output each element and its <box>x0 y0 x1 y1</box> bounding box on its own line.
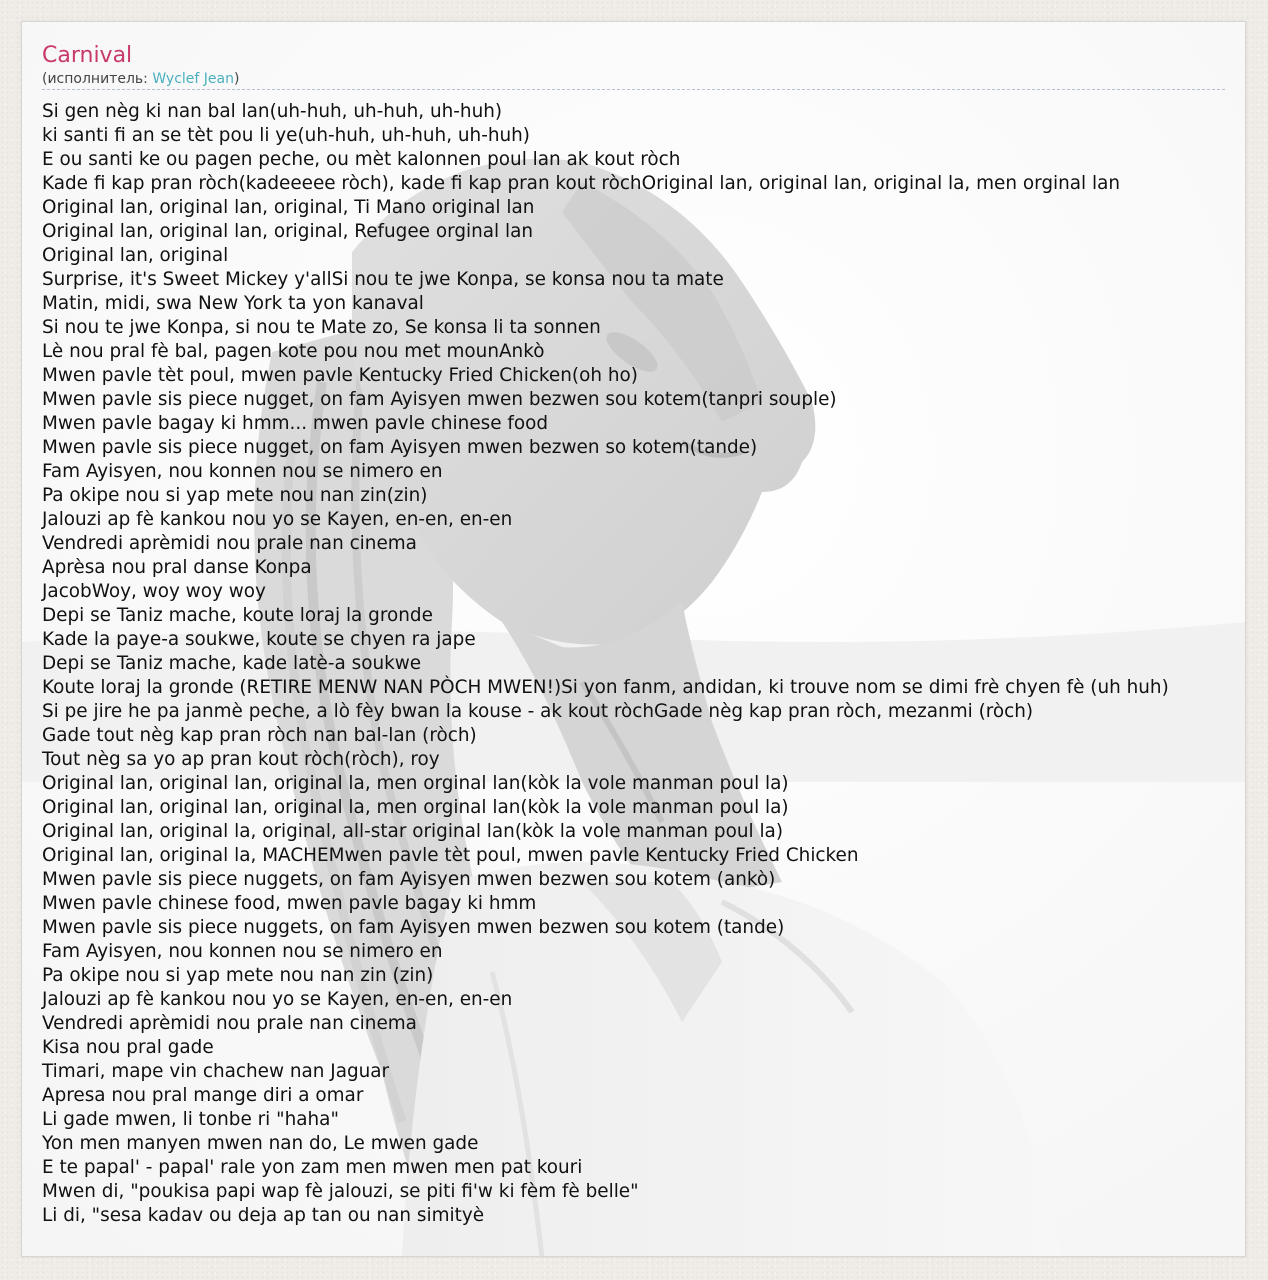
lyric-line: Gade tout nèg kap pran ròch nan bal-lan (ròch) <box>42 725 477 746</box>
lyric-line: Matin, midi, swa New York ta yon kanaval <box>42 293 424 314</box>
lyric-line: Koute loraj la gronde (RETIRE MENW NAN PÒCH MWEN!)Si yon fanm, andidan, ki trouve nom se dimi frè chyen fè (uh huh) <box>42 677 1169 698</box>
lyric-line: Li gade mwen, li tonbe ri "haha" <box>42 1109 339 1130</box>
lyric-line: Original lan, original lan, original, Refugee orginal lan <box>42 221 534 242</box>
lyric-line: Yon men manyen mwen nan do, Le mwen gade <box>42 1133 479 1154</box>
lyric-line: Original lan, original lan, original, Ti Mano original lan <box>42 197 535 218</box>
lyric-line: Lè nou pral fè bal, pagen kote pou nou met mounAnkò <box>42 341 545 362</box>
lyric-line: Mwen pavle sis piece nuggets, on fam Ayisyen mwen bezwen sou kotem (tande) <box>42 917 785 938</box>
lyric-line: Si nou te jwe Konpa, si nou te Mate zo, Se konsa li ta sonnen <box>42 317 601 338</box>
lyric-line: ki santi fi an se tèt pou li ye(uh-huh, uh-huh, uh-huh) <box>42 125 530 146</box>
lyric-line: Mwen pavle chinese food, mwen pavle bagay ki hmm <box>42 893 537 914</box>
lyric-line: Aprèsa nou pral danse Konpa <box>42 557 312 578</box>
lyric-line: Original lan, original <box>42 245 229 266</box>
byline-prefix: (исполнитель: <box>42 71 153 87</box>
lyric-line: Mwen pavle sis piece nuggets, on fam Ayisyen mwen bezwen sou kotem (ankò) <box>42 869 776 890</box>
artist-byline <box>42 70 1225 90</box>
lyric-line: Fam Ayisyen, nou konnen nou se nimero en <box>42 461 443 482</box>
lyrics-text <box>42 100 1245 1228</box>
lyric-line: Mwen pavle tèt poul, mwen pavle Kentucky Fried Chicken(oh ho) <box>42 365 638 386</box>
artist-link[interactable]: Wyclef Jean <box>152 71 234 87</box>
lyric-line: Vendredi aprèmidi nou prale nan cinema <box>42 1013 417 1034</box>
byline-suffix: ) <box>233 71 240 87</box>
lyric-line: Mwen pavle sis piece nugget, on fam Ayisyen mwen bezwen sou kotem(tanpri souple) <box>42 389 837 410</box>
lyric-line: JacobWoy, woy woy woy <box>42 581 266 602</box>
song-title: Carnival <box>42 43 133 68</box>
lyric-line: Vendredi aprèmidi nou prale nan cinema <box>42 533 417 554</box>
lyric-line: Apresa nou pral mange diri a omar <box>42 1085 364 1106</box>
lyric-line: Timari, mape vin chachew nan Jaguar <box>42 1061 390 1082</box>
lyric-line: Li di, "sesa kadav ou deja ap tan ou nan simityè <box>42 1205 485 1226</box>
lyric-line: Si gen nèg ki nan bal lan(uh-huh, uh-huh, uh-huh) <box>42 101 503 122</box>
lyric-line: Kisa nou pral gade <box>42 1037 214 1058</box>
lyric-line: Mwen pavle bagay ki hmm... mwen pavle chinese food <box>42 413 549 434</box>
lyric-line: Mwen di, "poukisa papi wap fè jalouzi, se piti fi'w ki fèm fè belle" <box>42 1181 639 1202</box>
lyric-line: Pa okipe nou si yap mete nou nan zin (zin) <box>42 965 434 986</box>
lyric-line: Kade la paye-a soukwe, koute se chyen ra jape <box>42 629 476 650</box>
lyric-line: Kade fi kap pran ròch(kadeeeee ròch), kade fi kap pran kout ròchOriginal lan, original lan, original la, men orginal lan <box>42 173 1121 194</box>
lyrics-content <box>22 22 1245 1228</box>
lyric-line: Si pe jire he pa janmè peche, a lò fèy bwan la kouse - ak kout ròchGade nèg kap pran ròch, mezanmi (ròch) <box>42 701 1034 722</box>
lyric-line: Surprise, it's Sweet Mickey y'allSi nou te jwe Konpa, se konsa nou ta mate <box>42 269 724 290</box>
lyric-line: Fam Ayisyen, nou konnen nou se nimero en <box>42 941 443 962</box>
lyrics-panel <box>21 21 1246 1257</box>
lyric-line: E ou santi ke ou pagen peche, ou mèt kalonnen poul lan ak kout ròch <box>42 149 681 170</box>
lyric-line: Jalouzi ap fè kankou nou yo se Kayen, en-en, en-en <box>42 989 513 1010</box>
lyric-line: Original lan, original la, MACHEMwen pavle tèt poul, mwen pavle Kentucky Fried Chicken <box>42 845 859 866</box>
lyric-line: Mwen pavle sis piece nugget, on fam Ayisyen mwen bezwen so kotem(tande) <box>42 437 758 458</box>
lyric-line: Original lan, original la, original, all-star original lan(kòk la vole manman poul la) <box>42 821 784 842</box>
lyric-line: Original lan, original lan, original la, men orginal lan(kòk la vole manman poul la) <box>42 773 789 794</box>
lyric-line: Depi se Taniz mache, kade latè-a soukwe <box>42 653 422 674</box>
lyric-line: Jalouzi ap fè kankou nou yo se Kayen, en-en, en-en <box>42 509 513 530</box>
lyric-line: Original lan, original lan, original la, men orginal lan(kòk la vole manman poul la) <box>42 797 789 818</box>
lyric-line: Depi se Taniz mache, koute loraj la gronde <box>42 605 433 626</box>
lyric-line: Tout nèg sa yo ap pran kout ròch(ròch), roy <box>42 749 440 770</box>
lyric-line: E te papal' - papal' rale yon zam men mwen men pat kouri <box>42 1157 583 1178</box>
lyric-line: Pa okipe nou si yap mete nou nan zin(zin) <box>42 485 428 506</box>
